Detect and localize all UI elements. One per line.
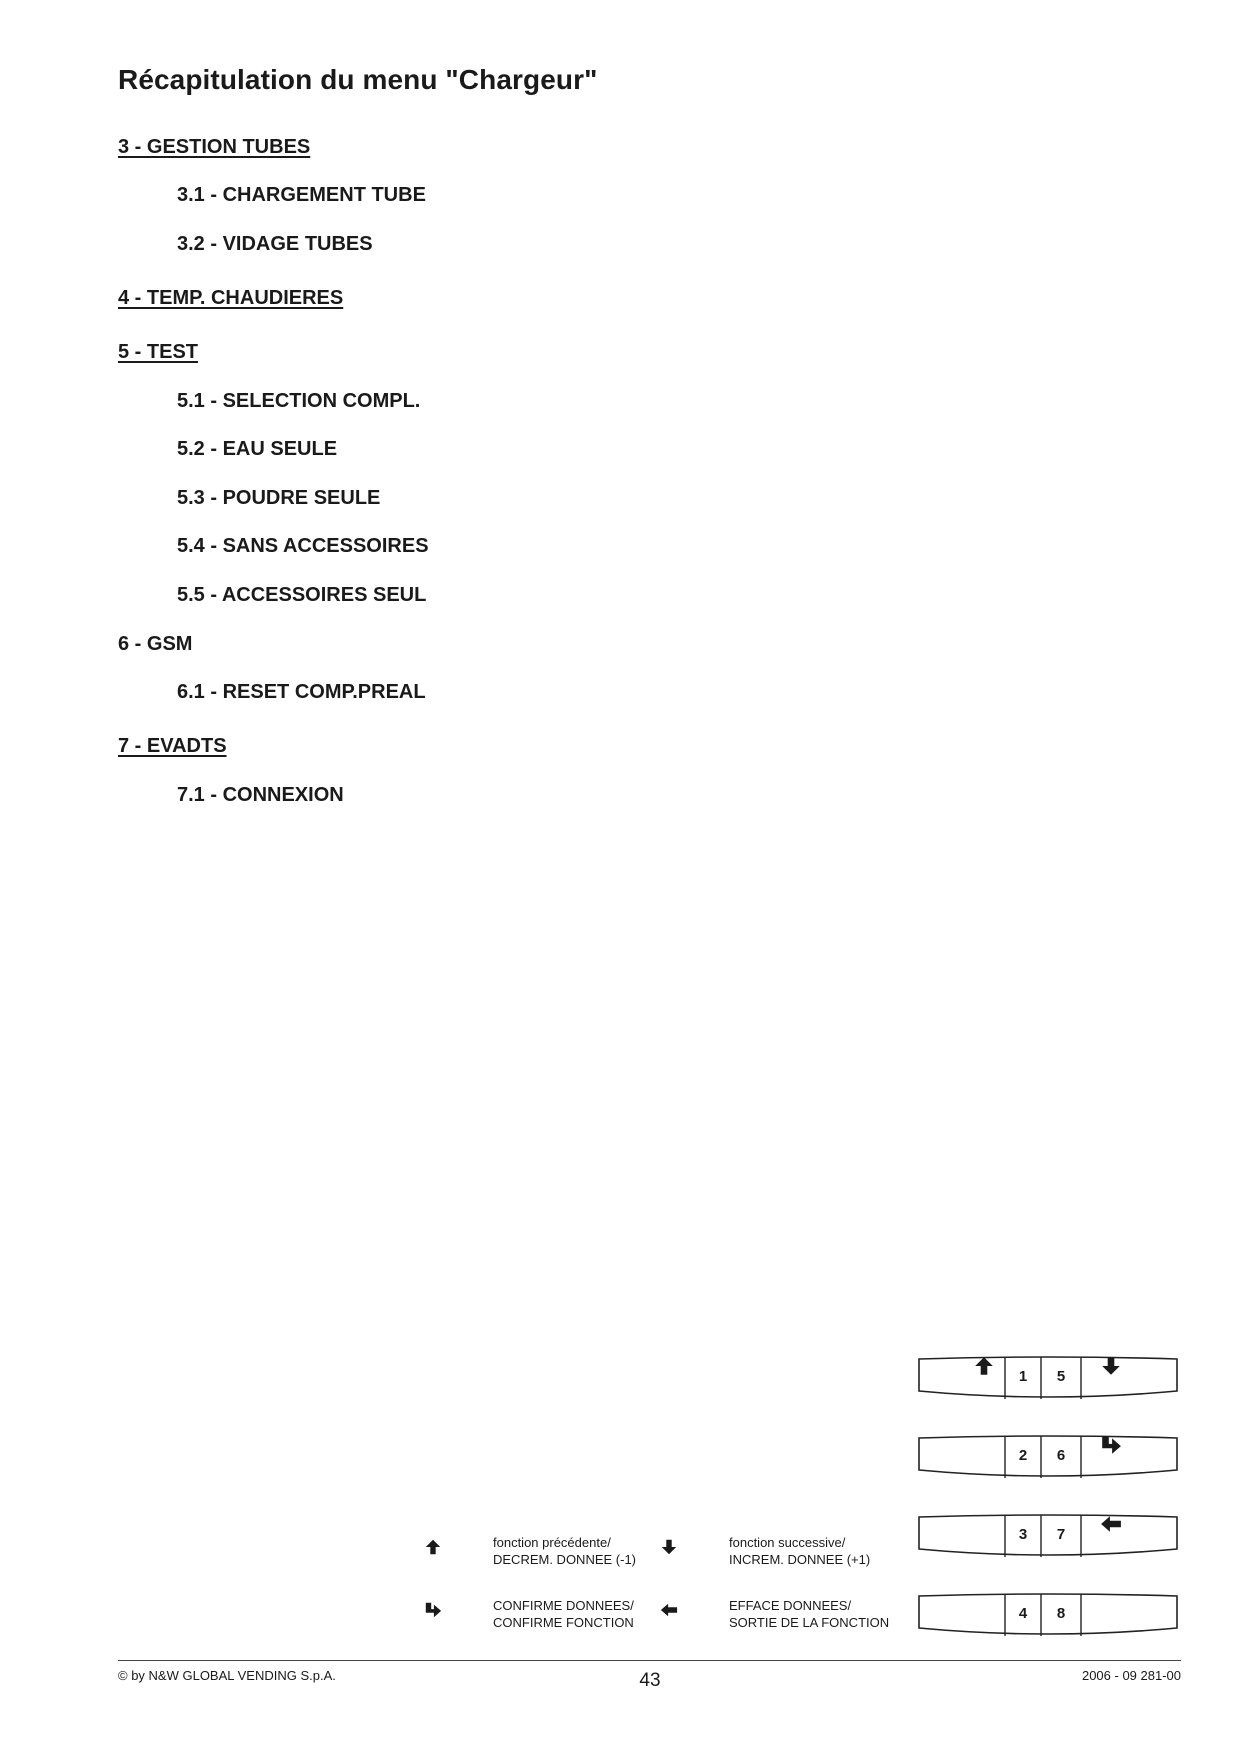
key-4[interactable]: 4 (1018, 1605, 1028, 1622)
footer-doc-code: 2006 - 09 281-00 (1081, 1668, 1181, 1683)
legend-enter-line1: CONFIRME DONNEES/ (493, 1598, 634, 1613)
key-enter-arrow-icon[interactable] (1100, 1434, 1122, 1456)
arrow-up-icon (424, 1538, 442, 1556)
legend-up-line2: DECREM. DONNEE (-1) (493, 1552, 637, 1567)
legend-down-line1: fonction successive/ (729, 1535, 846, 1550)
menu-item-gestion-tubes: 3 - GESTION TUBES (118, 136, 311, 158)
key-arrow-up-icon[interactable] (973, 1355, 995, 1377)
menu-item-gsm: 6 - GSM (118, 633, 193, 655)
legend-enter-line2: CONFIRME FONCTION (493, 1615, 634, 1630)
menu-item-test: 5 - TEST (118, 341, 199, 363)
legend-down-line2: INCREM. DONNEE (+1) (729, 1552, 871, 1567)
legend-back-text (729, 1597, 889, 1631)
key-7[interactable]: 7 (1056, 1526, 1066, 1543)
legend-down-text (729, 1534, 870, 1568)
key-8[interactable]: 8 (1056, 1605, 1066, 1622)
key-3[interactable]: 3 (1018, 1526, 1028, 1543)
keypad-row-1 (915, 1355, 1181, 1401)
menu-item-temp-chaudieres: 4 - TEMP. CHAUDIERES (118, 287, 344, 309)
menu-item-connexion: 7.1 - CONNEXION (177, 784, 344, 806)
menu-item-evadts: 7 - EVADTS (118, 735, 227, 757)
key-6[interactable]: 6 (1056, 1447, 1066, 1464)
legend-back-line2: SORTIE DE LA FONCTION (729, 1615, 890, 1630)
key-5[interactable]: 5 (1056, 1368, 1066, 1385)
back-arrow-icon (660, 1601, 678, 1619)
legend-enter-text (493, 1597, 634, 1631)
keypad-row-3 (915, 1513, 1181, 1559)
arrow-down-icon (660, 1538, 678, 1556)
key-2[interactable]: 2 (1018, 1447, 1028, 1464)
key-arrow-down-icon[interactable] (1100, 1355, 1122, 1377)
key-1[interactable]: 1 (1018, 1368, 1028, 1385)
menu-item-reset-comp-preal: 6.1 - RESET COMP.PREAL (177, 681, 426, 703)
enter-arrow-icon (424, 1601, 442, 1619)
menu-item-accessoires-seul: 5.5 - ACCESSOIRES SEUL (177, 584, 427, 606)
keypad-row-4 (915, 1592, 1181, 1638)
menu-item-sans-accessoires: 5.4 - SANS ACCESSOIRES (177, 535, 429, 557)
footer-copyright: © by N&W GLOBAL VENDING S.p.A. (118, 1668, 336, 1683)
legend-up-line1: fonction précédente/ (493, 1535, 611, 1550)
page-title: Récapitulation du menu "Chargeur" (118, 64, 598, 95)
menu-item-chargement-tube: 3.1 - CHARGEMENT TUBE (177, 184, 426, 206)
key-back-arrow-icon[interactable] (1100, 1513, 1122, 1535)
page-number: 43 (639, 1670, 661, 1691)
menu-item-selection-compl: 5.1 - SELECTION COMPL. (177, 390, 421, 412)
menu-item-poudre-seule: 5.3 - POUDRE SEULE (177, 487, 381, 509)
legend-up-text (493, 1534, 636, 1568)
menu-item-eau-seule: 5.2 - EAU SEULE (177, 438, 338, 460)
keypad-row-2 (915, 1434, 1181, 1480)
footer-divider (118, 1660, 1181, 1661)
menu-item-vidage-tubes: 3.2 - VIDAGE TUBES (177, 233, 373, 255)
legend-back-line1: EFFACE DONNEES/ (729, 1598, 852, 1613)
